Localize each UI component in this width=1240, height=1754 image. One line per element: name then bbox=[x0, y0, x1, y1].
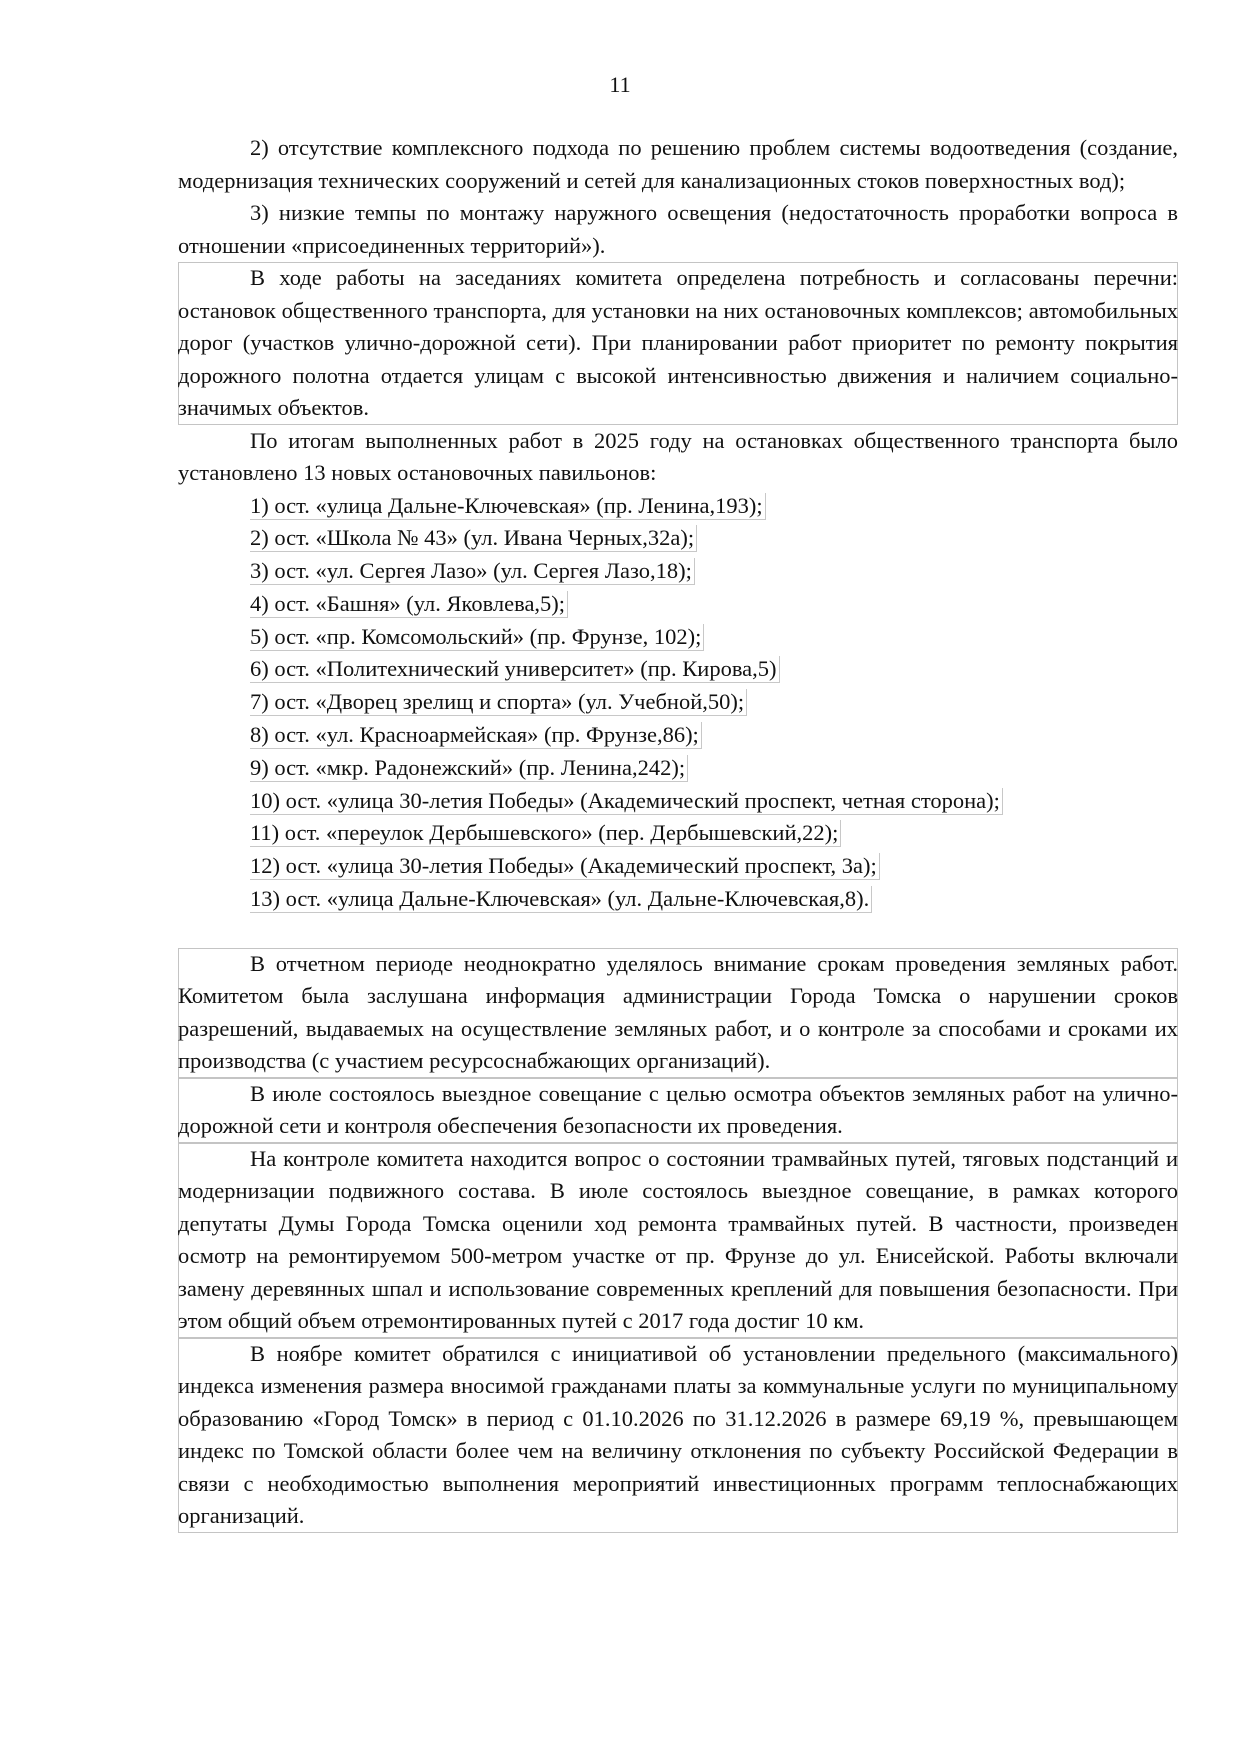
paragraph-utility-index: В ноябре комитет обратился с инициативой об установлении предельного (максимального) индекса изменения размера вносимой гражданами платы за коммунальные услуги по муниципальному образованию «Город Томск» в период с 01.10.2026 по 31.12.2026 в размере 69,19 %, превышающем индекс по Томской области более чем на величину отклонения по субъекту Российской Федерации в связи с необходимостью выполнения мероприятий инвестиционных программ теплоснабжающих организаций. bbox=[178, 1338, 1178, 1533]
blank-line bbox=[178, 916, 1178, 948]
list-item: 6) ост. «Политехнический университет» (пр. Кирова,5) bbox=[250, 653, 1178, 686]
list-item: 4) ост. «Башня» (ул. Яковлева,5); bbox=[250, 588, 1178, 621]
document-body bbox=[178, 132, 1178, 1533]
paragraph-tram-tracks: На контроле комитета находится вопрос о состоянии трамвайных путей, тяговых подстанций и модернизации подвижного состава. В июле состоялось выездное совещание, в рамках которого депутаты Думы Города Томска оценили ход ремонта трамвайных путей. В частности, произведен осмотр на ремонтируемом 500-метром участке от пр. Фрунзе до ул. Енисейской. Работы включали замену деревянных шпал и использование современных креплений для повышения безопасности. При этом общий объем отремонтированных путей с 2017 года достиг 10 км. bbox=[178, 1143, 1178, 1338]
paragraph-sewerage: 2) отсутствие комплексного подхода по решению проблем системы водоотведения (создание, модернизация технических сооружений и сетей для канализационных стоков поверхностных вод); bbox=[178, 135, 1178, 193]
paragraph-site-meeting: В июле состоялось выездное совещание с целью осмотра объектов земляных работ на улично-дорожной сети и контроля обеспечения безопасности их проведения. bbox=[178, 1078, 1178, 1143]
bus-stop-list bbox=[178, 490, 1178, 916]
list-item: 11) ост. «переулок Дербышевского» (пер. Дербышевский,22); bbox=[250, 817, 1178, 850]
list-item: 1) ост. «улица Дальне-Ключевская» (пр. Ленина,193); bbox=[250, 490, 1178, 523]
paragraph-earthworks: В отчетном периоде неоднократно уделялось внимание срокам проведения земляных работ. Комитетом была заслушана информация администрации Города Томска о нарушении сроков разрешений, выдаваемых на осуществление земляных работ, и о контроле за способами и сроками их производства (с участием ресурсоснабжающих организаций). bbox=[178, 948, 1178, 1078]
paragraph-lighting: 3) низкие темпы по монтажу наружного освещения (недостаточность проработки вопроса в отношении «присоединенных территорий»). bbox=[178, 200, 1178, 258]
list-item: 5) ост. «пр. Комсомольский» (пр. Фрунзе, 102); bbox=[250, 621, 1178, 654]
list-item: 13) ост. «улица Дальне-Ключевская» (ул. Дальне-Ключевская,8). bbox=[250, 883, 1178, 916]
list-item: 8) ост. «ул. Красноармейская» (пр. Фрунзе,86); bbox=[250, 719, 1178, 752]
list-item: 9) ост. «мкр. Радонежский» (пр. Ленина,242); bbox=[250, 752, 1178, 785]
list-item: 7) ост. «Дворец зрелищ и спорта» (ул. Учебной,50); bbox=[250, 686, 1178, 719]
list-item: 10) ост. «улица 30-летия Победы» (Академический проспект, четная сторона); bbox=[250, 785, 1178, 818]
list-item: 12) ост. «улица 30-летия Победы» (Академический проспект, 3а); bbox=[250, 850, 1178, 883]
list-item: 2) ост. «Школа № 43» (ул. Ивана Черных,32а); bbox=[250, 522, 1178, 555]
list-item: 3) ост. «ул. Сергея Лазо» (ул. Сергея Лазо,18); bbox=[250, 555, 1178, 588]
paragraph-committee-lists: В ходе работы на заседаниях комитета определена потребность и согласованы перечни: остановок общественного транспорта, для установки на них остановочных комплексов; автомобильных дорог (участков улично-дорожной сети). При планировании работ приоритет по ремонту покрытия дорожного полотна отдается улицам с высокой интенсивностью движения и наличием социально-значимых объектов. bbox=[178, 262, 1178, 425]
page-number: 11 bbox=[609, 72, 631, 97]
paragraph-stops-intro: По итогам выполненных работ в 2025 году на остановках общественного транспорта было установлено 13 новых остановочных павильонов: bbox=[178, 427, 1178, 485]
